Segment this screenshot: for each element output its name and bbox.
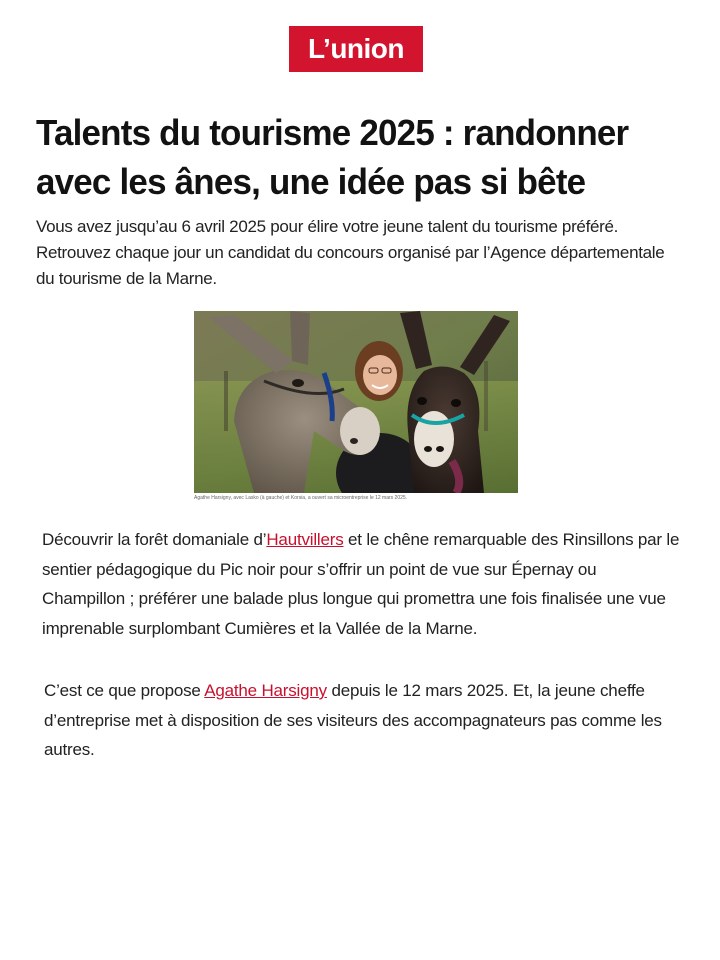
photo-illustration xyxy=(194,311,518,493)
paragraph-1-text-start: Découvrir la forêt domaniale d’ xyxy=(42,530,267,549)
article-paragraph-2 xyxy=(44,676,684,765)
article-lead: Vous avez jusqu’au 6 avril 2025 pour élire votre jeune talent du tourisme préféré. Retrouvez chaque jour un candidat du concours organisé par l’Agence départementale du tourisme de la Marne. xyxy=(36,217,665,288)
article-paragraph-1 xyxy=(42,525,682,643)
agathe-harsigny-link[interactable]: Agathe Harsigny xyxy=(204,681,327,700)
paragraph-2-text-end: depuis le 12 mars 2025. Et, la jeune cheffe d’entreprise met à disposition de ses visiteurs des accompagnateurs pas comme les autres. xyxy=(44,681,662,759)
paragraph-1-text-end: et le chêne remarquable des Rinsillons par le sentier pédagogique du Pic noir pour s’offrir un point de vue sur Épernay ou Champillon ; préférer une balade plus longue qui promettra une fois finalisée une vue imprenable surplombant Cumières et la Vallée de la Marne. xyxy=(42,530,680,638)
logo-text: L’union xyxy=(307,33,405,64)
hautvillers-link[interactable]: Hautvillers xyxy=(266,530,344,549)
photo-caption: Agathe Harsigny, avec Lasko (à gauche) et Korsia, a ouvert sa microentreprise le 12 mars 2025. xyxy=(194,495,408,501)
paragraph-2-text-start: C’est ce que propose xyxy=(44,681,205,700)
site-logo[interactable] xyxy=(289,26,423,72)
article-title: Talents du tourisme 2025 : randonner avec les ânes, une idée pas si bête xyxy=(36,112,629,202)
article-photo xyxy=(194,311,518,493)
